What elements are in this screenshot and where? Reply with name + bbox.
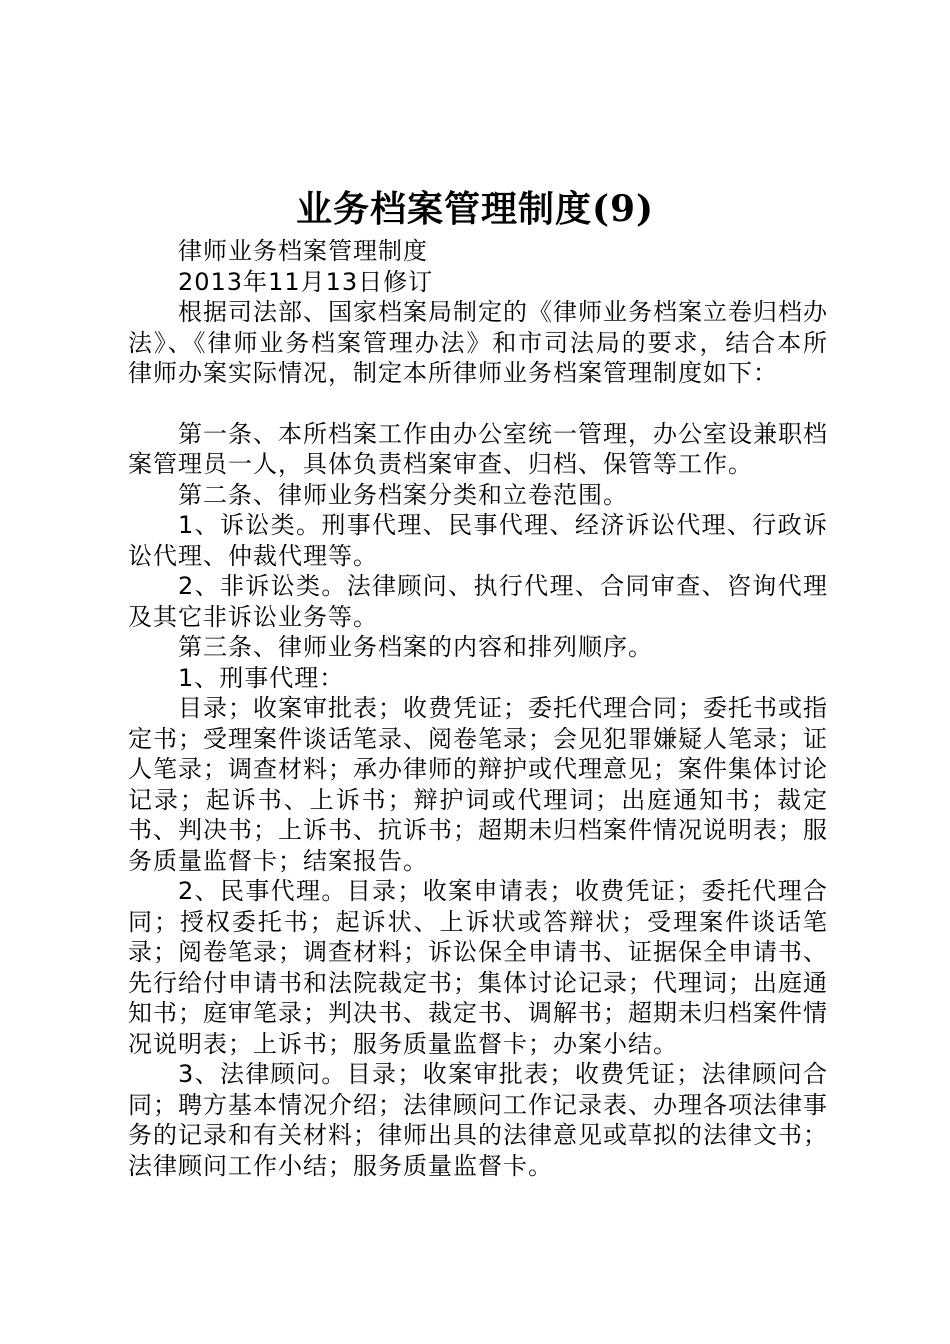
paragraph-criminal-contents: 目录；收案审批表；收费凭证；委托代理合同；委托书或指定书；受理案件谈话笔录、阅卷笔录；会见犯罪嫌疑人笔录；证人笔录；调查材料；承办律师的辩护或代理意见；案件集体讨论记录；起诉书、上诉书；辩护词或代理词；出庭通知书；裁定书、判决书；上诉书、抗诉书；超期未归档案件情况说明表；服务质量监督卡；结案报告。 [128, 694, 828, 875]
paragraph-subtitle: 律师业务档案管理制度 [178, 237, 428, 265]
document-body [128, 236, 828, 1181]
paragraph-non-litigation: 2、非诉讼类。法律顾问、执行代理、合同审查、咨询代理及其它非诉讼业务等。 [128, 572, 828, 631]
paragraph-civil: 2、民事代理。目录；收案申请表；收费凭证；委托代理合同；授权委托书；起诉状、上诉状或答辩状；受理案件谈话笔录；阅卷笔录；调查材料；诉讼保全申请书、证据保全申请书、先行给付申请书和法院裁定书；集体讨论记录；代理词；出庭通知书；庭审笔录；判决书、裁定书、调解书；超期未归档案件情况说明表；上诉书；服务质量监督卡；办案小结。 [128, 877, 828, 1058]
paragraph-article-3: 第三条、律师业务档案的内容和排列顺序。 [178, 633, 653, 661]
paragraph-preamble: 根据司法部、国家档案局制定的《律师业务档案立卷归档办法》、《律师业务档案管理办法》和市司法局的要求，结合本所律师办案实际情况，制定本所律师业务档案管理制度如下： [128, 298, 828, 387]
document-title: 业务档案管理制度(9) [295, 188, 655, 230]
paragraph-litigation: 1、诉讼类。刑事代理、民事代理、经济诉讼代理、行政诉讼代理、仲裁代理等。 [128, 511, 828, 570]
paragraph-criminal-heading: 1、刑事代理： [178, 663, 345, 692]
paragraph-legal-counsel: 3、法律顾问。目录；收案审批表；收费凭证；法律顾问合同；聘方基本情况介绍；法律顾问工作记录表、办理各项法律事务的记录和有关材料；律师出具的法律意见或草拟的法律文书；法律顾问工作小结；服务质量监督卡。 [128, 1060, 828, 1180]
paragraph-revision-date: 2013年11月13日修订 [178, 267, 434, 296]
paragraph-article-1: 第一条、本所档案工作由办公室统一管理，办公室设兼职档案管理员一人，具体负责档案审查、归档、保管等工作。 [128, 419, 828, 478]
paragraph-article-2: 第二条、律师业务档案分类和立卷范围。 [178, 480, 628, 509]
